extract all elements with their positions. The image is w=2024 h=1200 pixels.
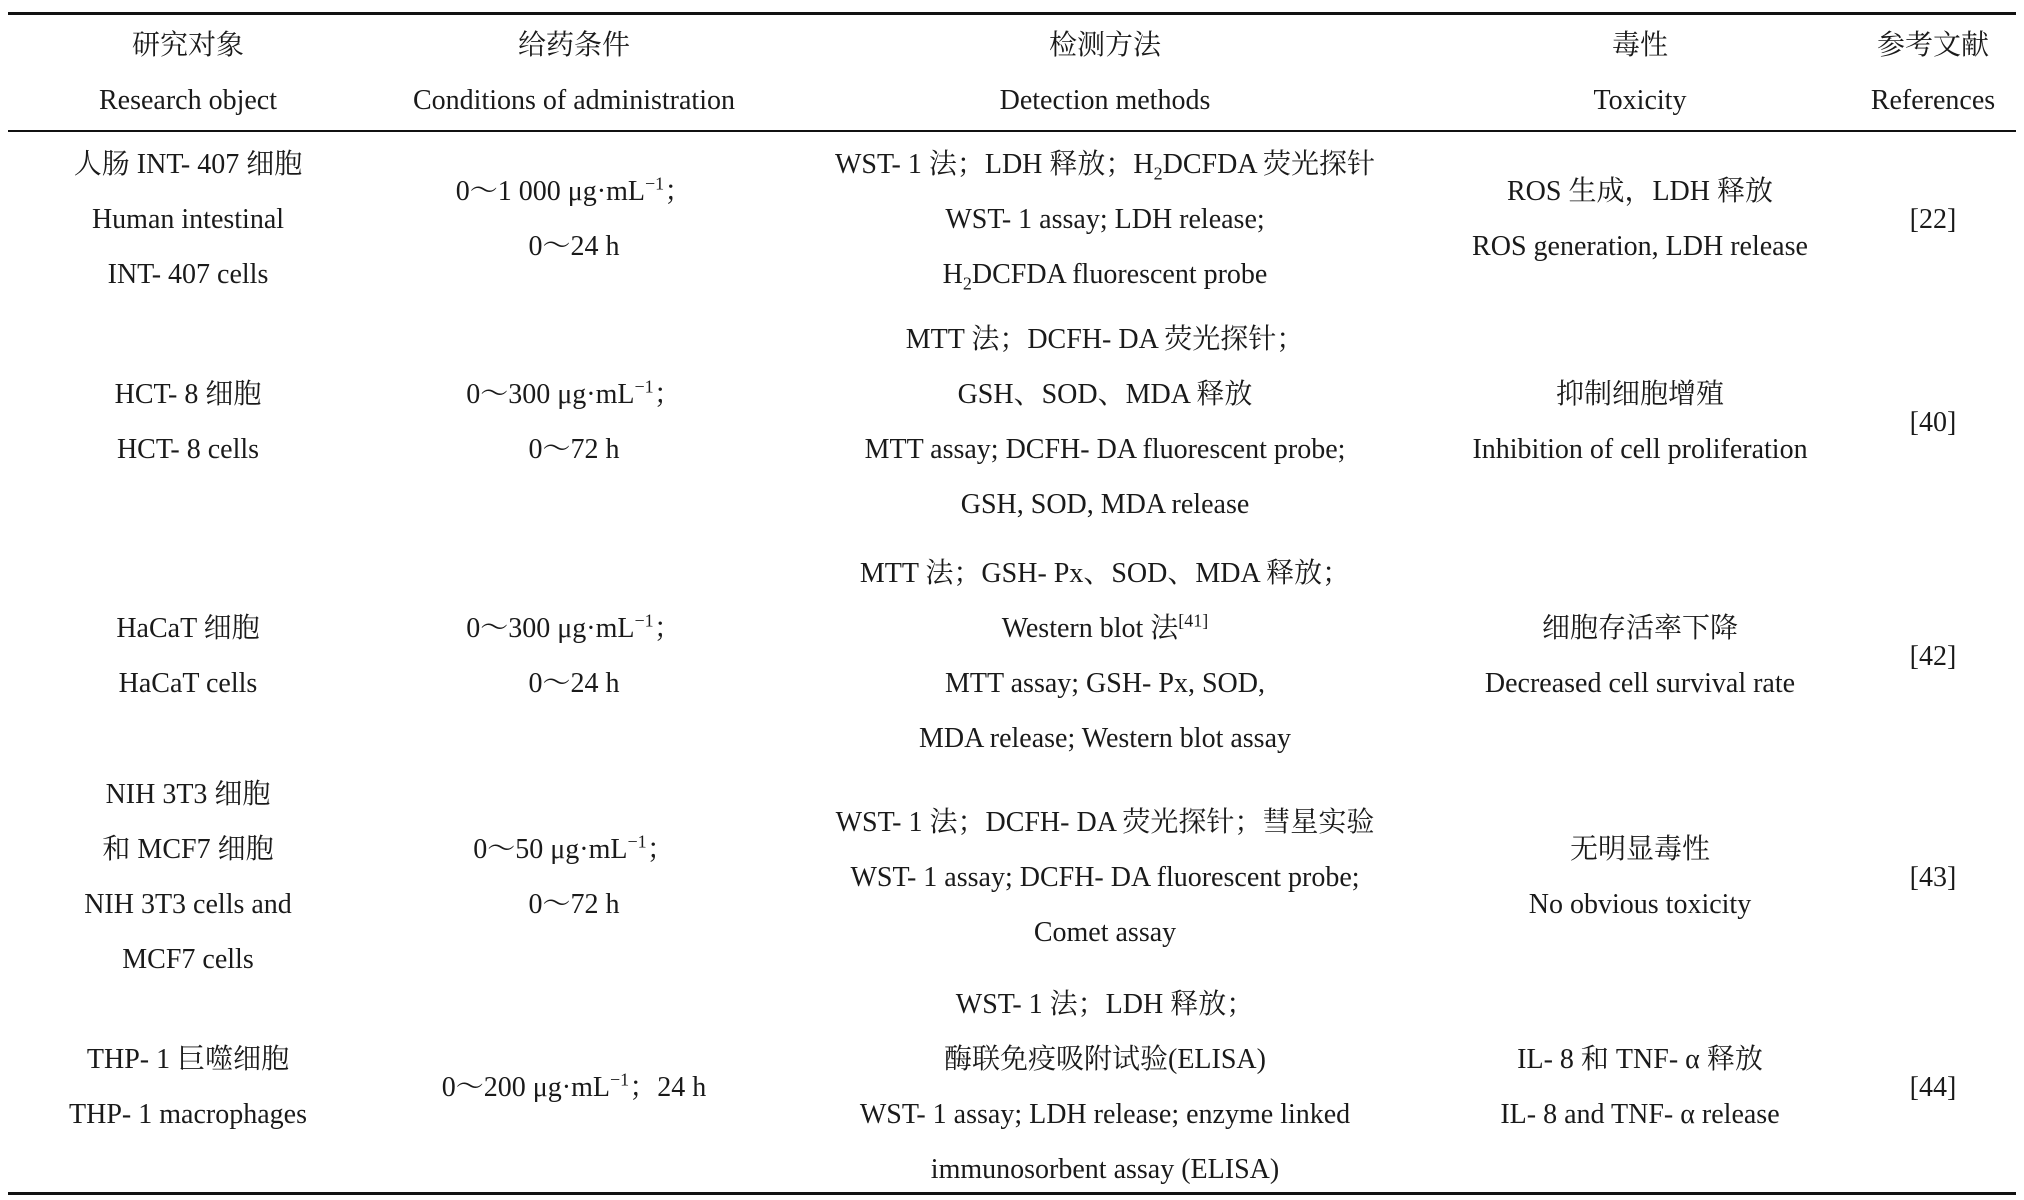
cell-conditions	[368, 304, 780, 540]
method-text: DCFDA 荧光探针	[1162, 148, 1375, 180]
reference-link[interactable]: [42]	[1909, 640, 1957, 672]
reference-link[interactable]: [43]	[1909, 861, 1957, 893]
cell-research-object	[8, 772, 368, 982]
cell-line: Inhibition of cell proliferation	[1472, 434, 1808, 465]
dose-text: 0～300 μg·mL	[466, 613, 635, 644]
cell-line: NIH 3T3 cells and	[84, 889, 292, 920]
cell-line	[943, 247, 1268, 302]
cell-line: 无明显毒性	[1569, 834, 1710, 865]
cell-toxicity	[1430, 772, 1850, 982]
cell-detection-methods	[780, 134, 1430, 304]
subscript: 2	[1153, 163, 1163, 184]
cell-line	[466, 601, 681, 656]
cell-line: immunosorbent assay (ELISA)	[930, 1154, 1280, 1185]
cell-line: GSH、SOD、MDA 释放	[957, 379, 1253, 410]
dose-suffix: ；	[646, 834, 675, 865]
header-en: Conditions of administration	[413, 84, 735, 116]
cell-reference	[1850, 772, 2016, 982]
header-zh: 参考文献	[1876, 29, 1989, 61]
cell-research-object	[8, 982, 368, 1192]
header-zh: 检测方法	[1048, 29, 1161, 61]
unit-exponent: −1	[645, 173, 665, 194]
cell-toxicity	[1430, 540, 1850, 772]
cell-line: MTT assay; DCFH- DA fluorescent probe;	[864, 434, 1346, 465]
cell-line: MTT 法；DCFH- DA 荧光探针；	[905, 324, 1305, 355]
cell-line: Decreased cell survival rate	[1484, 668, 1796, 699]
method-text: H	[942, 258, 963, 290]
dose-suffix: ；24 h	[629, 1071, 707, 1103]
cell-line: MTT 法；GSH- Px、SOD、MDA 释放；	[859, 558, 1351, 589]
method-text: DCFDA fluorescent probe	[971, 258, 1268, 290]
header-zh: 毒性	[1611, 29, 1668, 61]
header-en: References	[1870, 84, 1996, 116]
cell-line: No obvious toxicity	[1528, 889, 1752, 920]
cell-line: Comet assay	[1033, 916, 1177, 948]
cell-line: NIH 3T3 细胞	[105, 779, 271, 810]
cell-line	[456, 164, 692, 219]
cell-line: INT- 407 cells	[107, 258, 269, 290]
cell-line: 细胞存活率下降	[1541, 613, 1738, 644]
cell-line: WST- 1 assay; DCFH- DA fluorescent probe;	[850, 861, 1360, 893]
cell-line: HaCaT cells	[118, 668, 258, 699]
cell-line: 人肠 INT- 407 细胞	[73, 148, 303, 180]
dose-suffix: ；	[653, 613, 682, 644]
table-header-rule	[8, 130, 2016, 132]
table-row	[8, 540, 2016, 772]
table-bottom-rule	[8, 1192, 2016, 1195]
dose-text: 0～200 μg·mL	[441, 1071, 611, 1103]
dose-suffix: ；	[664, 176, 693, 207]
table-header	[8, 15, 2016, 130]
cell-reference	[1850, 540, 2016, 772]
dose-text: 0～50 μg·mL	[473, 834, 628, 865]
table-row	[8, 304, 2016, 540]
table-row	[8, 982, 2016, 1192]
cell-detection-methods	[780, 982, 1430, 1192]
cell-conditions	[368, 772, 780, 982]
cell-line: 和 MCF7 细胞	[102, 834, 274, 865]
header-en: Research object	[98, 84, 278, 116]
cell-line	[473, 822, 674, 877]
cell-line: THP- 1 macrophages	[69, 1099, 307, 1130]
cell-conditions	[368, 134, 780, 304]
cell-line: IL- 8 和 TNF- α 释放	[1517, 1044, 1763, 1075]
reference-link[interactable]: [44]	[1909, 1071, 1957, 1103]
cell-toxicity	[1430, 134, 1850, 304]
cell-line: WST- 1 assay; LDH release; enzyme linked	[859, 1099, 1351, 1130]
unit-exponent: −1	[634, 610, 654, 631]
method-text: Western blot 法	[1001, 613, 1179, 644]
cell-line: MDA release; Western blot assay	[918, 723, 1292, 754]
dose-suffix: ；	[653, 379, 682, 410]
cell-line: ROS generation, LDH release	[1472, 231, 1808, 262]
cell-line: 酶联免疫吸附试验(ELISA)	[944, 1044, 1266, 1075]
header-conditions	[368, 15, 780, 130]
header-research-object	[8, 15, 368, 130]
dose-text: 0～300 μg·mL	[466, 379, 635, 410]
cell-line: MTT assay; GSH- Px, SOD,	[945, 668, 1265, 699]
header-detection-methods	[780, 15, 1430, 130]
header-references	[1850, 15, 2016, 130]
header-zh: 给药条件	[517, 29, 630, 61]
header-zh: 研究对象	[131, 29, 244, 61]
cell-line	[1002, 601, 1209, 656]
cell-toxicity	[1430, 982, 1850, 1192]
cell-line: WST- 1 法；LDH 释放；	[955, 989, 1255, 1020]
cell-reference	[1850, 134, 2016, 304]
cell-conditions	[368, 540, 780, 772]
cell-line	[835, 137, 1375, 192]
table-row	[8, 772, 2016, 982]
cell-detection-methods	[780, 772, 1430, 982]
cell-line	[442, 1060, 706, 1115]
cell-line: THP- 1 巨噬细胞	[86, 1044, 290, 1075]
cell-reference	[1850, 304, 2016, 540]
cell-line: HCT- 8 细胞	[114, 379, 262, 410]
reference-link[interactable]: [40]	[1909, 406, 1957, 438]
cell-detection-methods	[780, 304, 1430, 540]
cell-line	[466, 367, 681, 422]
cell-line: 0～72 h	[528, 889, 620, 920]
cell-line: MCF7 cells	[122, 944, 254, 975]
cell-research-object	[8, 134, 368, 304]
unit-exponent: −1	[634, 376, 654, 397]
cell-line: IL- 8 and TNF- α release	[1500, 1099, 1780, 1130]
cell-line: HCT- 8 cells	[116, 434, 260, 465]
cell-conditions	[368, 982, 780, 1192]
cell-line: 0～72 h	[528, 434, 620, 465]
cell-line: 0～24 h	[528, 668, 620, 699]
cell-line: WST- 1 assay; LDH release;	[945, 203, 1265, 235]
subscript: 2	[962, 273, 972, 294]
cell-toxicity	[1430, 304, 1850, 540]
header-en: Detection methods	[999, 84, 1211, 116]
cell-line: 抑制细胞增殖	[1555, 379, 1724, 410]
unit-exponent: −1	[610, 1069, 630, 1090]
cell-line: 0～24 h	[528, 231, 620, 262]
cell-research-object	[8, 540, 368, 772]
cell-line: HaCaT 细胞	[116, 613, 260, 644]
cell-reference	[1850, 982, 2016, 1192]
cell-line: Human intestinal	[91, 203, 285, 235]
method-text: WST- 1 法；LDH 释放；H	[835, 148, 1154, 180]
header-toxicity	[1430, 15, 1850, 130]
unit-exponent: −1	[627, 831, 647, 852]
cell-line: WST- 1 法；DCFH- DA 荧光探针；彗星实验	[835, 806, 1375, 838]
cell-research-object	[8, 304, 368, 540]
citation-superscript[interactable]: [41]	[1178, 610, 1209, 631]
header-en: Toxicity	[1593, 84, 1687, 116]
reference-link[interactable]: [22]	[1909, 203, 1957, 235]
cell-line: GSH, SOD, MDA release	[960, 489, 1250, 520]
cell-line: ROS 生成，LDH 释放	[1506, 176, 1773, 207]
dose-text: 0～1 000 μg·mL	[455, 176, 646, 207]
cell-detection-methods	[780, 540, 1430, 772]
table-row	[8, 134, 2016, 304]
